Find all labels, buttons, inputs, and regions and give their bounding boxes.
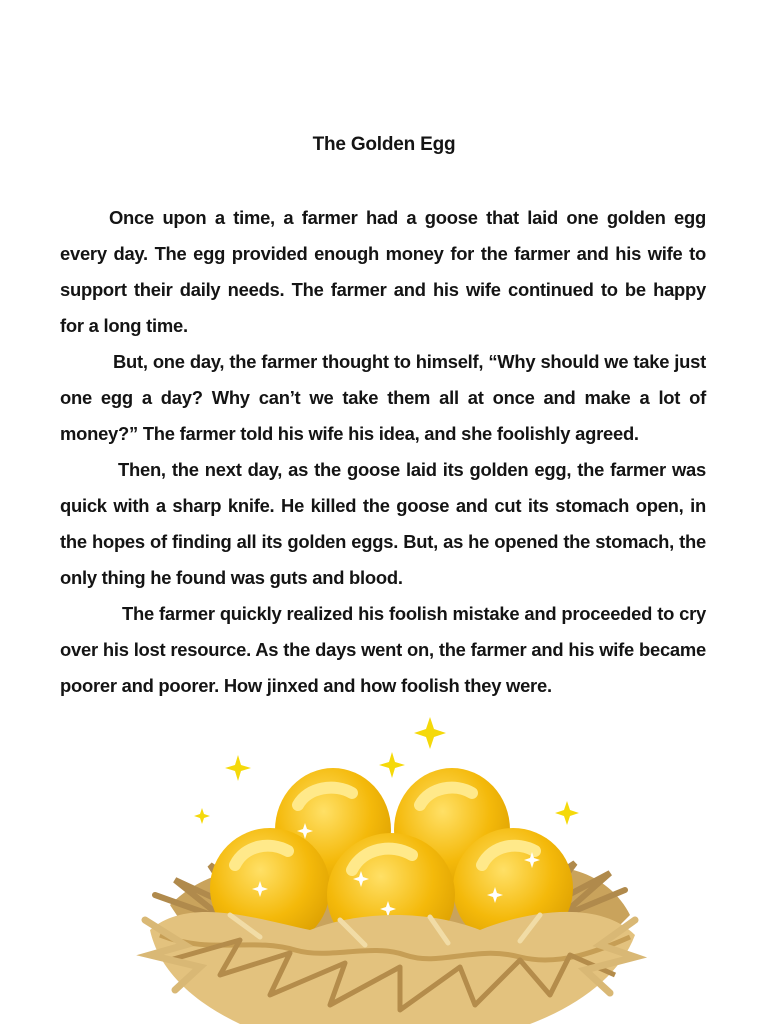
sparkle-icon xyxy=(379,752,405,778)
sparkle-icon xyxy=(225,755,251,781)
story-title: The Golden Egg xyxy=(312,134,456,155)
story-paragraph: Then, the next day, as the goose laid its golden egg, the farmer was quick with a sharp knife. He killed the goose and cut its stomach open, in the hopes of finding all its golden eggs. But, as he opened the stomach, the only thing he found was guts and blood. xyxy=(60,459,706,588)
sparkle-icon xyxy=(194,808,210,824)
story-paragraph: Once upon a time, a farmer had a goose that laid one golden egg every day. The egg provided enough money for the farmer and his wife to support their daily needs. The farmer and his wife continued to be happy for a long time. xyxy=(60,207,706,336)
sparkle-icon xyxy=(414,717,446,749)
story-paragraph: But, one day, the farmer thought to himself, “Why should we take just one egg a day? Why can’t we take them all at once and make a lot of money?” The farmer told his wife his idea, and she foolishly agreed. xyxy=(60,351,706,444)
golden-eggs-nest-illustration xyxy=(130,705,650,1024)
sparkle-icon xyxy=(555,801,579,825)
story-body xyxy=(60,200,706,704)
nest-front xyxy=(145,912,635,1024)
story-paragraph: The farmer quickly realized his foolish mistake and proceeded to cry over his lost resource. As the days went on, the farmer and his wife became poorer and poorer. How jinxed and how foolish they were. xyxy=(60,603,706,696)
